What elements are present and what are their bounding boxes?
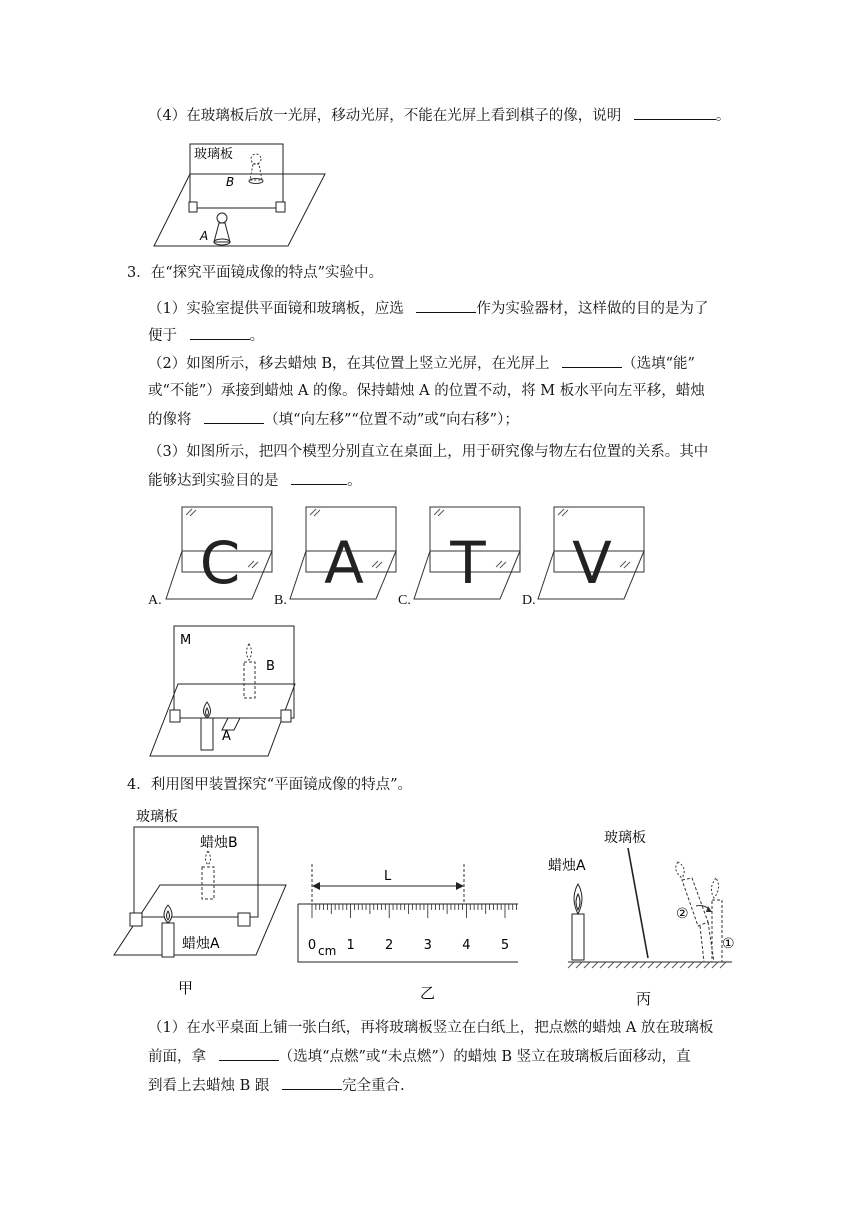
bing-candle-a-label: 蜡烛A [548,858,586,874]
q4-p1-line1: （1）在水平桌面上铺一张白纸，再将玻璃板竖立在白纸上，把点燃的蜡烛 A 放在玻璃板 [148,1020,714,1036]
q3-stem: 3．在“探究平面镜成像的特点”实验中。 [127,265,384,281]
answer-blank[interactable] [219,1046,279,1061]
jia-candle-a-label: 蜡烛A [182,936,220,952]
option-c-figure [414,505,526,601]
q2-fig-board-label: 玻璃板 [194,147,234,162]
answer-blank[interactable] [190,325,250,340]
q3-p1-c: 便于 [148,328,177,344]
q3-fig-m: M [180,633,192,648]
yi-length-label: L [384,869,392,884]
q3-figure [150,622,300,762]
jia-caption: 甲 [178,979,194,997]
q3-p2-a: （2）如图所示，移去蜡烛 B，在其位置上竖立光屏，在光屏上 [148,356,550,372]
q2-line4 [148,105,730,126]
q3-p2-b: （选填“能” [622,356,695,372]
q3-p1-line2 [148,325,264,346]
bing-board-label: 玻璃板 [604,830,646,846]
answer-blank[interactable] [204,409,264,424]
answer-blank[interactable] [416,298,476,313]
q3-p3-b: 能够达到实验目的是 [148,473,279,489]
q3-fig-b: B [266,659,275,674]
ruler-tick-label: 2 [385,938,394,953]
answer-blank[interactable] [291,470,347,485]
option-a-label: A. [148,593,162,608]
option-d-label: D. [522,593,536,608]
q4-p1-b: 前面，拿 [148,1049,206,1065]
q3-p1-d: 。 [249,328,265,344]
answer-blank[interactable] [562,353,622,368]
q3-p3-line1: （3）如图所示，把四个模型分别直立在桌面上，用于研究像与物左右位置的关系。其中 [148,444,709,460]
option-d-letter: V [572,529,612,597]
q4-fig-jia [114,805,286,995]
jia-candle-b-label: 蜡烛B [200,835,238,851]
option-d-figure [538,505,650,601]
q3-p2-line1 [148,353,695,374]
q4-fig-bing [548,826,734,1006]
option-b-figure [290,505,402,601]
q3-p2-d: 的像将 [148,412,192,428]
q3-p1-b: 作为实验器材，这样做的目的是为了 [476,301,709,317]
bing-mark-1: ① [722,936,735,952]
q4-p1-c: （选填“点燃”或“未点燃”）的蜡烛 B 竖立在玻璃板后面移动，直 [278,1049,691,1065]
option-b-label: B. [274,593,287,608]
q4-p1-d: 到看上去蜡烛 B 跟 [148,1078,270,1094]
ruler-tick-label: 1 [346,938,355,953]
q2-line4-end: 。 [715,108,731,124]
q4-stem: 4．利用图甲装置探究“平面镜成像的特点”。 [127,777,413,793]
q4-p1-line2 [148,1046,691,1067]
option-c-label: C. [398,593,411,608]
ruler-tick-label: 5 [500,938,510,953]
option-a-figure [166,505,278,601]
q3-p2-line2: 或“不能”）承接到蜡烛 A 的像。保持蜡烛 A 的位置不动，将 M 板水平向左平移，蜡烛 [148,383,705,399]
q4-fig-yi [298,862,520,1004]
q3-p3-c: 。 [347,473,362,489]
answer-blank[interactable] [634,105,716,120]
ruler-ticks [312,904,517,918]
answer-blank[interactable] [282,1075,342,1090]
yi-unit-label: cm [318,944,337,958]
q3-p2-line3 [148,409,519,430]
option-b-letter: A [324,529,364,597]
q2-figure [150,138,330,250]
bing-mark-2: ② [676,906,689,922]
ruler-tick-label: 3 [423,938,432,953]
q3-fig-a: A [222,729,231,744]
jia-board-label: 玻璃板 [136,809,178,825]
q4-p1-line3 [148,1075,405,1096]
q3-p3-line2 [148,470,362,491]
ruler-labels [308,938,509,953]
bing-caption: 丙 [636,990,652,1008]
q3-p1-a: （1）实验室提供平面镜和玻璃板，应选 [148,301,404,317]
ruler-tick-label: 4 [462,938,471,953]
q3-p2-e: （填“向左移”“位置不动”或“向右移”）； [264,412,519,428]
q4-p1-e: 完全重合. [341,1078,405,1094]
q2-line4-text: （4）在玻璃板后放一光屏，移动光屏，不能在光屏上看到棋子的像，说明 [148,108,622,124]
yi-caption: 乙 [420,984,436,1002]
option-c-letter: T [450,529,486,597]
ground-hatch [568,962,726,968]
ruler-tick-label: 0 [307,938,317,953]
q2-fig-label-b: B [226,175,235,189]
q2-fig-label-a: A [200,229,209,243]
option-a-letter: C [199,529,241,597]
q3-p1-line1 [148,298,708,319]
